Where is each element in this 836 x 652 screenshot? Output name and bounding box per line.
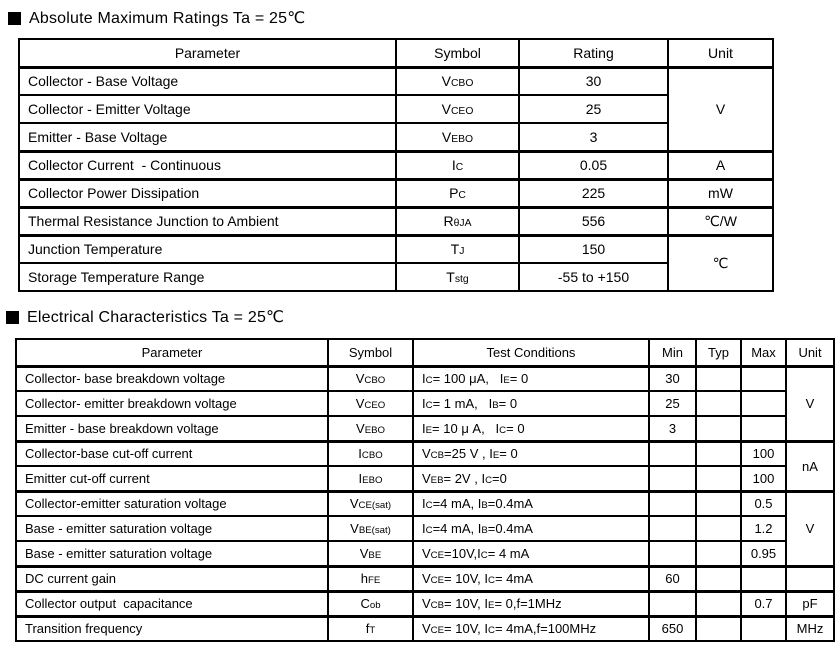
rating-cell: 3 [519,123,668,151]
section-bullet-icon [8,12,21,25]
unit-cell: V [668,67,773,151]
symbol-cell: PC [396,179,519,207]
symbol-cell: TJ [396,235,519,263]
parameter-cell: Collector output capacitance [16,591,328,616]
table-header-row [19,39,773,67]
table-row [16,416,834,441]
table-row [19,179,773,207]
table-row [16,466,834,491]
datasheet-page [0,8,836,652]
unit-cell: MHz [786,616,834,641]
unit-cell: pF [786,591,834,616]
typ-cell [696,366,741,391]
header-unit: Unit [668,39,773,67]
parameter-cell: Collector Power Dissipation [19,179,396,207]
absolute-maximum-ratings-table [18,38,774,292]
table-row [19,95,773,123]
parameter-cell: Emitter - Base Voltage [19,123,396,151]
min-cell [649,516,696,541]
max-cell: 1.2 [741,516,786,541]
table-row [16,366,834,391]
electrical-characteristics-table [15,338,835,642]
conditions-cell: IC=4 mA, IB=0.4mA [413,491,649,516]
table-row [19,263,773,291]
rating-cell: 30 [519,67,668,95]
symbol-cell: VCBO [328,366,413,391]
parameter-cell: Collector- emitter breakdown voltage [16,391,328,416]
symbol-cell: VCEO [328,391,413,416]
max-cell: 0.7 [741,591,786,616]
typ-cell [696,466,741,491]
min-cell: 650 [649,616,696,641]
header-min: Min [649,339,696,366]
parameter-cell: Collector-emitter saturation voltage [16,491,328,516]
header-symbol: Symbol [396,39,519,67]
unit-cell: ℃ [668,235,773,291]
table-row [16,516,834,541]
max-cell [741,616,786,641]
max-cell [741,566,786,591]
unit-cell: ℃/W [668,207,773,235]
rating-cell: 25 [519,95,668,123]
parameter-cell: Collector - Base Voltage [19,67,396,95]
typ-cell [696,591,741,616]
symbol-cell: ICBO [328,441,413,466]
header-unit: Unit [786,339,834,366]
typ-cell [696,441,741,466]
min-cell: 60 [649,566,696,591]
typ-cell [696,391,741,416]
max-cell [741,416,786,441]
symbol-cell: VEBO [396,123,519,151]
header-symbol: Symbol [328,339,413,366]
conditions-cell: IC= 1 mA, IB= 0 [413,391,649,416]
table-row [19,235,773,263]
typ-cell [696,516,741,541]
typ-cell [696,491,741,516]
rating-cell: -55 to +150 [519,263,668,291]
rating-cell: 556 [519,207,668,235]
max-cell: 100 [741,466,786,491]
unit-cell: nA [786,441,834,491]
min-cell [649,541,696,566]
max-cell: 0.95 [741,541,786,566]
header-parameter: Parameter [16,339,328,366]
symbol-cell: Cob [328,591,413,616]
conditions-cell: VCE= 10V, IC= 4mA,f=100MHz [413,616,649,641]
min-cell: 30 [649,366,696,391]
parameter-cell: Collector - Emitter Voltage [19,95,396,123]
header-test-conditions: Test Conditions [413,339,649,366]
symbol-cell: VCE(sat) [328,491,413,516]
table-row [16,391,834,416]
parameter-cell: Emitter - base breakdown voltage [16,416,328,441]
table-row [16,616,834,641]
symbol-cell: hFE [328,566,413,591]
conditions-cell: IE= 10 μ A, IC= 0 [413,416,649,441]
symbol-cell: VBE [328,541,413,566]
min-cell [649,441,696,466]
symbol-cell: fT [328,616,413,641]
header-max: Max [741,339,786,366]
unit-cell: V [786,366,834,441]
parameter-cell: Storage Temperature Range [19,263,396,291]
parameter-cell: Transition frequency [16,616,328,641]
symbol-cell: Tstg [396,263,519,291]
parameter-cell: Junction Temperature [19,235,396,263]
conditions-cell: IC=4 mA, IB=0.4mA [413,516,649,541]
unit-cell: mW [668,179,773,207]
parameter-cell: Thermal Resistance Junction to Ambient [19,207,396,235]
table-row [19,151,773,179]
symbol-cell: VCEO [396,95,519,123]
conditions-cell: VEB= 2V , IC=0 [413,466,649,491]
table-row [16,566,834,591]
max-cell [741,391,786,416]
conditions-cell: VCB=25 V , IE= 0 [413,441,649,466]
symbol-cell: VBE(sat) [328,516,413,541]
table-row [16,441,834,466]
conditions-cell: VCE=10V,IC= 4 mA [413,541,649,566]
parameter-cell: Collector- base breakdown voltage [16,366,328,391]
min-cell: 3 [649,416,696,441]
table-row [16,491,834,516]
symbol-cell: IC [396,151,519,179]
table-row [19,207,773,235]
parameter-cell: Collector-base cut-off current [16,441,328,466]
unit-cell: A [668,151,773,179]
typ-cell [696,566,741,591]
symbol-cell: IEBO [328,466,413,491]
parameter-cell: Base - emitter saturation voltage [16,516,328,541]
symbol-cell: RθJA [396,207,519,235]
abs-max-section-title [8,8,836,28]
max-cell [741,366,786,391]
conditions-cell: IC= 100 μA, IE= 0 [413,366,649,391]
header-typ: Typ [696,339,741,366]
table-row [16,541,834,566]
symbol-cell: VCBO [396,67,519,95]
typ-cell [696,616,741,641]
conditions-cell: VCB= 10V, IE= 0,f=1MHz [413,591,649,616]
min-cell [649,491,696,516]
symbol-cell: VEBO [328,416,413,441]
table-row [19,123,773,151]
rating-cell: 0.05 [519,151,668,179]
min-cell [649,591,696,616]
parameter-cell: Base - emitter saturation voltage [16,541,328,566]
unit-cell: V [786,491,834,566]
rating-cell: 150 [519,235,668,263]
table-header-row [16,339,834,366]
table-row [16,591,834,616]
table-row [19,67,773,95]
parameter-cell: Emitter cut-off current [16,466,328,491]
rating-cell: 225 [519,179,668,207]
unit-cell [786,566,834,591]
section-bullet-icon [6,311,19,324]
max-cell: 100 [741,441,786,466]
parameter-cell: Collector Current - Continuous [19,151,396,179]
min-cell [649,466,696,491]
typ-cell [696,541,741,566]
header-rating: Rating [519,39,668,67]
section-title-text: Electrical Characteristics Ta = 25℃ [27,309,285,326]
section-title-text: Absolute Maximum Ratings Ta = 25℃ [29,10,306,27]
typ-cell [696,416,741,441]
min-cell: 25 [649,391,696,416]
parameter-cell: DC current gain [16,566,328,591]
conditions-cell: VCE= 10V, IC= 4mA [413,566,649,591]
header-parameter: Parameter [19,39,396,67]
elec-char-section-title [6,307,836,327]
max-cell: 0.5 [741,491,786,516]
